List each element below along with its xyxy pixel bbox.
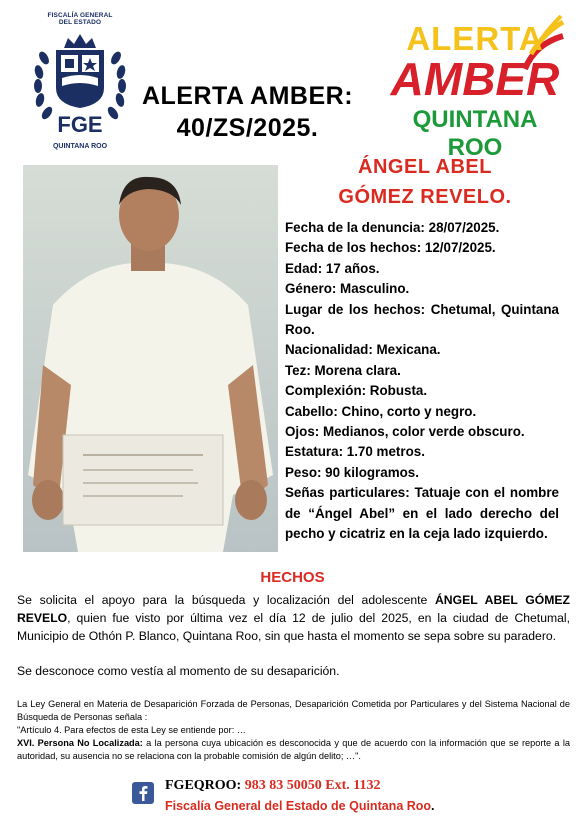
detail-gender: Género: Masculino. — [285, 281, 410, 297]
person-photo-illustration — [23, 165, 278, 552]
fge-monogram: FGE — [57, 112, 103, 137]
detail-location: Lugar de los hechos: Chetumal, Quintana Roo. — [285, 301, 559, 338]
name-line1: ÁNGEL ABEL — [358, 156, 492, 178]
legal-xvi — [17, 737, 570, 763]
footer-institution-line — [165, 799, 435, 813]
footer-institution: Fiscalía General del Estado de Quintana Roo — [165, 799, 432, 813]
hechos-text-before: Se solicita el apoyo para la búsqueda y localización del adolescente — [17, 593, 435, 607]
missing-person-name — [285, 152, 565, 212]
detail-build: Complexión: Robusta. — [285, 383, 428, 399]
clothing-note: Se desconoce como vestía al momento de su desaparición. — [17, 664, 340, 678]
detail-age: Edad: 17 años. — [285, 260, 380, 276]
legal-intro: La Ley General en Materia de Desaparición Forzada de Personas, Desaparición Cometida por Particulares y del Sistema Nacional de Búsqueda de Personas señala : — [17, 699, 570, 722]
detail-nationality: Nacionalidad: Mexicana. — [285, 342, 441, 358]
alert-title-line2: 40/ZS/2025. — [176, 114, 319, 142]
person-details — [285, 218, 559, 545]
amber-logo-line2: AMBER — [390, 53, 560, 105]
hechos-paragraph — [17, 591, 570, 645]
amber-logo-line3: QUINTANA ROO — [412, 106, 538, 161]
legal-article: "Artículo 4. Para efectos de esta Ley se entiende por: … — [17, 725, 246, 735]
alert-title-line1: ALERTA AMBER: — [141, 82, 354, 110]
detail-event-date: Fecha de los hechos: 12/07/2025. — [285, 240, 496, 256]
footer-account: FGEQROO: — [165, 778, 242, 793]
amber-logo-line1: ALERTA — [406, 20, 544, 57]
fge-bottom-text: QUINTANA ROO — [52, 143, 108, 150]
alert-title — [140, 80, 355, 144]
footer-period: . — [431, 799, 435, 813]
hechos-person-name: ÁNGEL ABEL GÓMEZ REVELO — [17, 593, 570, 625]
hechos-heading: HECHOS — [260, 569, 325, 586]
missing-person-photo — [23, 165, 278, 552]
legal-xvi-label: XVI. Persona No Localizada: — [17, 738, 143, 748]
hechos-text-after: , quien fue visto por última vez el día 12 de julio del 2025, en la ciudad de Chetumal, Municipio de Othón P. Blanco, Quintana Roo, sin que hasta el momento se sepa sobre su paradero. — [17, 611, 570, 643]
legal-text — [17, 698, 570, 763]
detail-hair: Cabello: Chino, corto y negro. — [285, 403, 477, 419]
detail-complexion-skin: Tez: Morena clara. — [285, 362, 401, 378]
footer-phone[interactable]: 983 83 50050 Ext. 1132 — [241, 778, 381, 793]
fge-top-line1: FISCALÍA GENERAL — [47, 12, 113, 19]
facebook-icon[interactable] — [132, 782, 154, 804]
fge-emblem-icon — [30, 28, 130, 140]
fge-top-line2: DEL ESTADO — [58, 19, 102, 26]
detail-marks: Señas particulares: Tatuaje con el nombre de “Ángel Abel” en el lado derecho del pecho y cicatriz en la ceja lado izquierdo. — [285, 485, 559, 542]
detail-eyes: Ojos: Medianos, color verde obscuro. — [285, 424, 525, 440]
detail-report-date: Fecha de la denuncia: 28/07/2025. — [285, 220, 500, 235]
fge-logo — [30, 12, 130, 154]
alerta-amber-logo — [385, 14, 565, 161]
detail-height: Estatura: 1.70 metros. — [285, 444, 425, 460]
footer-contact — [165, 778, 380, 794]
name-line2: GÓMEZ REVELO. — [338, 186, 512, 208]
legal-xvi-text: a la persona cuya ubicación es desconocida y que de acuerdo con la información que se reporte a la autoridad, su ausencia no se relaciona con la probable comisión de algún delito; …". — [17, 738, 570, 761]
detail-weight: Peso: 90 kilogramos. — [285, 464, 419, 480]
